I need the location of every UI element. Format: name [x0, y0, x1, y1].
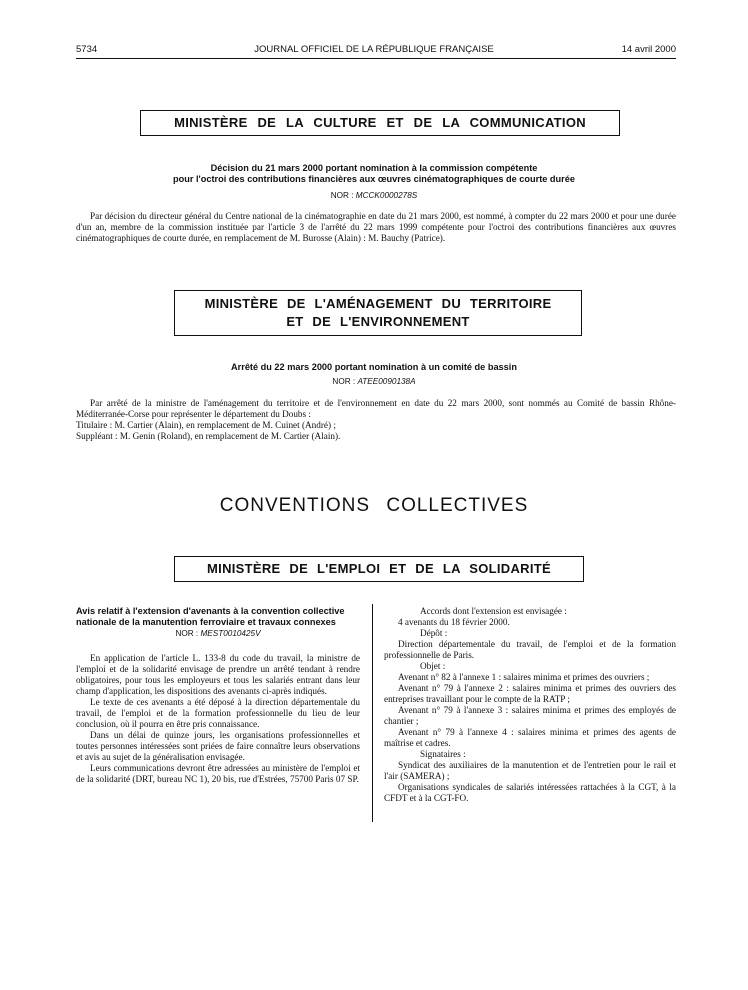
nor-code: ATEE0090138A	[357, 377, 416, 386]
objet-label: Objet :	[420, 661, 446, 671]
objet-item-1: Avenant n° 82 à l'annexe 1 : salaires minima et primes des ouvriers ;	[398, 672, 650, 682]
depot-value: Direction départementale du travail, de l'emploi et de la formation professionnelle de Paris.	[384, 639, 676, 660]
column-divider	[372, 604, 373, 822]
journal-title: JOURNAL OFFICIEL DE LA RÉPUBLIQUE FRANÇAISE	[254, 44, 494, 55]
signataire-item-2: Organisations syndicales de salariés intéressées rattachées à la CGT, à la CFDT et à la CGT-FO.	[384, 782, 676, 803]
arrete-suppleant: Suppléant : M. Genin (Roland), en remplacement de M. Cartier (Alain).	[76, 431, 341, 441]
issue-date: 14 avril 2000	[621, 44, 676, 55]
depot-label: Dépôt :	[420, 628, 448, 638]
avis-left-column	[76, 606, 360, 785]
page-number: 5734	[76, 44, 98, 55]
signataires-label: Signataires :	[420, 749, 466, 759]
header-rule	[76, 58, 676, 59]
signataire-item-1: Syndicat des auxiliaires de la manutention et de l'entretien pour le rail et l'air (SAMERA) ;	[384, 760, 676, 781]
avis-paragraph-3: Dans un délai de quinze jours, les organisations professionnelles et toutes personnes intéressées sont priées de faire connaître leurs observations et avis au sujet de la généralisation envisagée.	[76, 730, 360, 762]
nor-label: NOR :	[330, 191, 356, 200]
avis-title: Avis relatif à l'extension d'avenants à la convention collective nationale de la manutention ferroviaire et travaux connexes	[76, 606, 345, 627]
decision-title-line1: Décision du 21 mars 2000 portant nomination à la commission compétente	[210, 163, 538, 173]
avis-paragraph-2: Le texte de ces avenants a été déposé à la direction départementale du travail, de l'emploi et de la formation professionnelle du lieu de leur conclusion, où il pourra en être pris connaissance.	[76, 697, 360, 729]
ministry-line2: ET DE L'ENVIRONNEMENT	[286, 314, 470, 329]
nor-code: MEST0010425V	[200, 629, 261, 638]
arrete-nor	[76, 377, 672, 386]
objet-item-2: Avenant n° 79 à l'annexe 2 : salaires minima et primes des ouvriers des entreprises travaillant pour le compte de la RATP ;	[384, 683, 676, 704]
nor-code: MCCK0000278S	[355, 191, 418, 200]
arrete-body	[76, 398, 676, 442]
nor-label: NOR :	[175, 629, 201, 638]
ministry-culture-box: MINISTÈRE DE LA CULTURE ET DE LA COMMUNICATION	[140, 110, 620, 136]
nor-label: NOR :	[332, 377, 358, 386]
arrete-paragraph-1: Par arrêté de la ministre de l'aménagement du territoire et de l'environnement en date du 22 mars 2000, sont nommés au Comité de bassin Rhône-Méditerranée-Corse pour représenter le département du Doubs :	[76, 398, 676, 419]
objet-item-3: Avenant n° 79 à l'annexe 3 : salaires minima et primes des employés de chantier ;	[384, 705, 676, 726]
avis-nor	[76, 628, 360, 639]
decision-title-line2: pour l'octroi des contributions financières aux œuvres cinématographiques de courte durée	[173, 174, 575, 184]
ministry-amenagement-box	[174, 290, 582, 336]
accords-label: Accords dont l'extension est envisagée :	[420, 606, 567, 616]
objet-item-4: Avenant n° 79 à l'annexe 4 : salaires minima et primes des agents de maîtrise et cadres.	[384, 727, 676, 748]
decision-paragraph: Par décision du directeur général du Centre national de la cinématographie en date du 21 mars 2000, est nommé, à compter du 22 mars 2000 et pour une durée d'un an, membre de la commission instituée par l'article 3 de l'arrêté du 22 mars 1999 compétente pour l'octroi des contributions financières aux œuvres cinématographiques de courte durée, en remplacement de M. Burosse (Alain) : M. Bauchy (Patrice).	[76, 211, 676, 243]
avis-paragraph-1: En application de l'article L. 133-8 du code du travail, la ministre de l'emploi et de la solidarité envisage de prendre un arrêté tendant à rendre obligatoires, pour tous les employeurs et tous les salariés entrant dans leur champ d'application, les dispositions des avenants ci-après indiqués.	[76, 653, 360, 696]
decision-body	[76, 211, 676, 244]
decision-nor	[76, 191, 672, 200]
ministry-emploi-box: MINISTÈRE DE L'EMPLOI ET DE LA SOLIDARITÉ	[174, 556, 584, 582]
conventions-heading: CONVENTIONS COLLECTIVES	[219, 495, 529, 516]
arrete-titulaire: Titulaire : M. Cartier (Alain), en remplacement de M. Cuinet (André) ;	[76, 420, 336, 430]
avis-paragraph-4: Leurs communications devront être adressées au ministère de l'emploi et de la solidarité (DRT, bureau NC 1), 20 bis, rue d'Estrées, 75700 Paris 07 SP.	[76, 763, 360, 784]
arrete-title: Arrêté du 22 mars 2000 portant nomination à un comité de bassin	[231, 362, 517, 372]
ministry-line1: MINISTÈRE DE L'AMÉNAGEMENT DU TERRITOIRE	[204, 296, 552, 311]
avis-right-column	[384, 606, 676, 804]
accords-value: 4 avenants du 18 février 2000.	[398, 617, 510, 627]
